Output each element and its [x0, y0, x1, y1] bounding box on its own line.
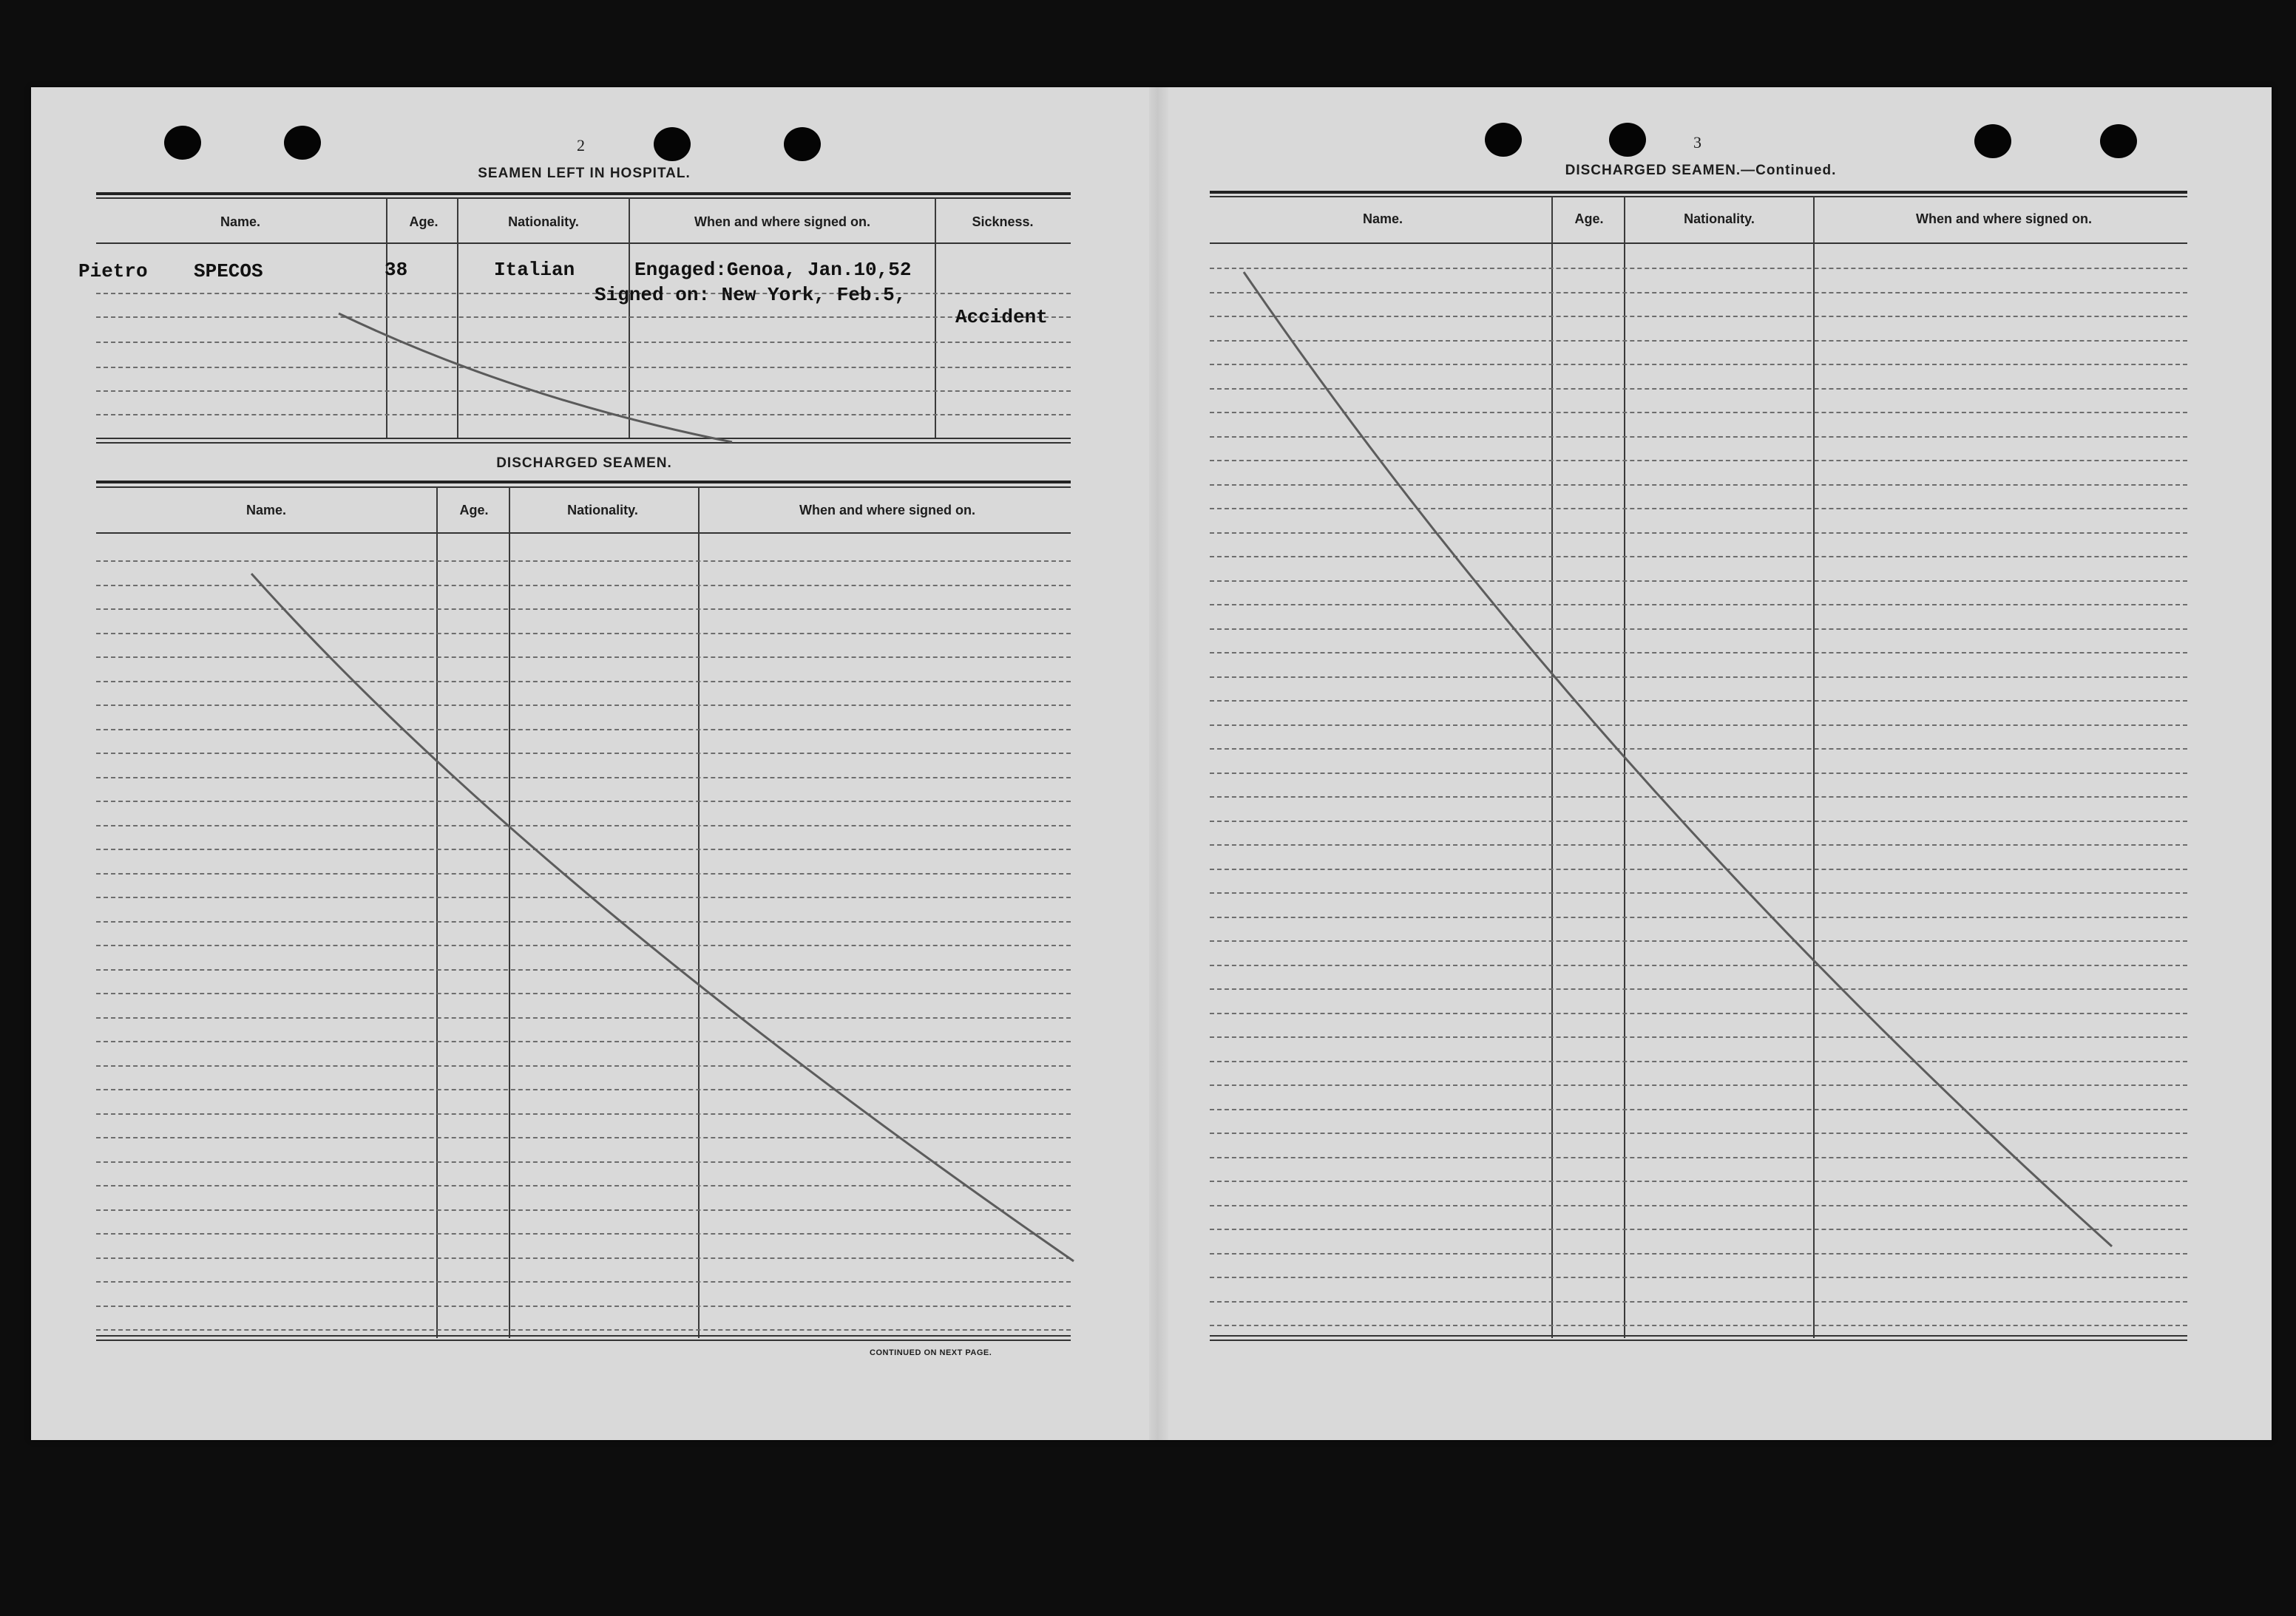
column-header-nationality: Nationality.	[1684, 211, 1755, 226]
entry-age: 38	[385, 259, 408, 281]
column-header-name: Name.	[220, 214, 261, 229]
column-header-nationality: Nationality.	[508, 214, 579, 229]
entry-last-name: SPECOS	[194, 260, 263, 282]
pencil-strike-line	[251, 574, 1074, 1261]
entry-engaged: Engaged:Genoa, Jan.10,52	[634, 259, 912, 281]
continued-note: CONTINUED ON NEXT PAGE.	[870, 1348, 992, 1357]
column-header-signed-on: When and where signed on.	[1915, 211, 2093, 226]
page-number: 3	[1693, 133, 1701, 152]
page-number: 2	[577, 136, 585, 155]
column-header-age: Age.	[409, 214, 438, 229]
column-header-signed-on: When and where signed on.	[799, 503, 976, 517]
entry-first-name: Pietro	[78, 260, 148, 282]
entry-nationality: Italian	[494, 259, 575, 281]
column-header-nationality: Nationality.	[567, 503, 638, 517]
column-header-name: Name.	[245, 503, 287, 517]
entry-sickness: Accident	[955, 306, 1048, 328]
section-title-discharged: DISCHARGED SEAMEN.	[496, 455, 672, 471]
column-header-age: Age.	[1574, 211, 1604, 226]
pencil-strike-line	[1244, 272, 2112, 1246]
column-header-name: Name.	[1362, 211, 1403, 226]
entry-signed-on: Signed on: New York, Feb.5,	[595, 284, 907, 306]
column-header-signed-on: When and where signed on.	[694, 214, 871, 229]
section-title-discharged-continued: DISCHARGED SEAMEN.—Continued.	[1565, 163, 1837, 178]
pencil-strike-line	[339, 313, 732, 442]
column-header-age: Age.	[459, 503, 489, 517]
column-header-sickness: Sickness.	[972, 214, 1034, 229]
section-title-hospital: SEAMEN LEFT IN HOSPITAL.	[478, 166, 691, 181]
